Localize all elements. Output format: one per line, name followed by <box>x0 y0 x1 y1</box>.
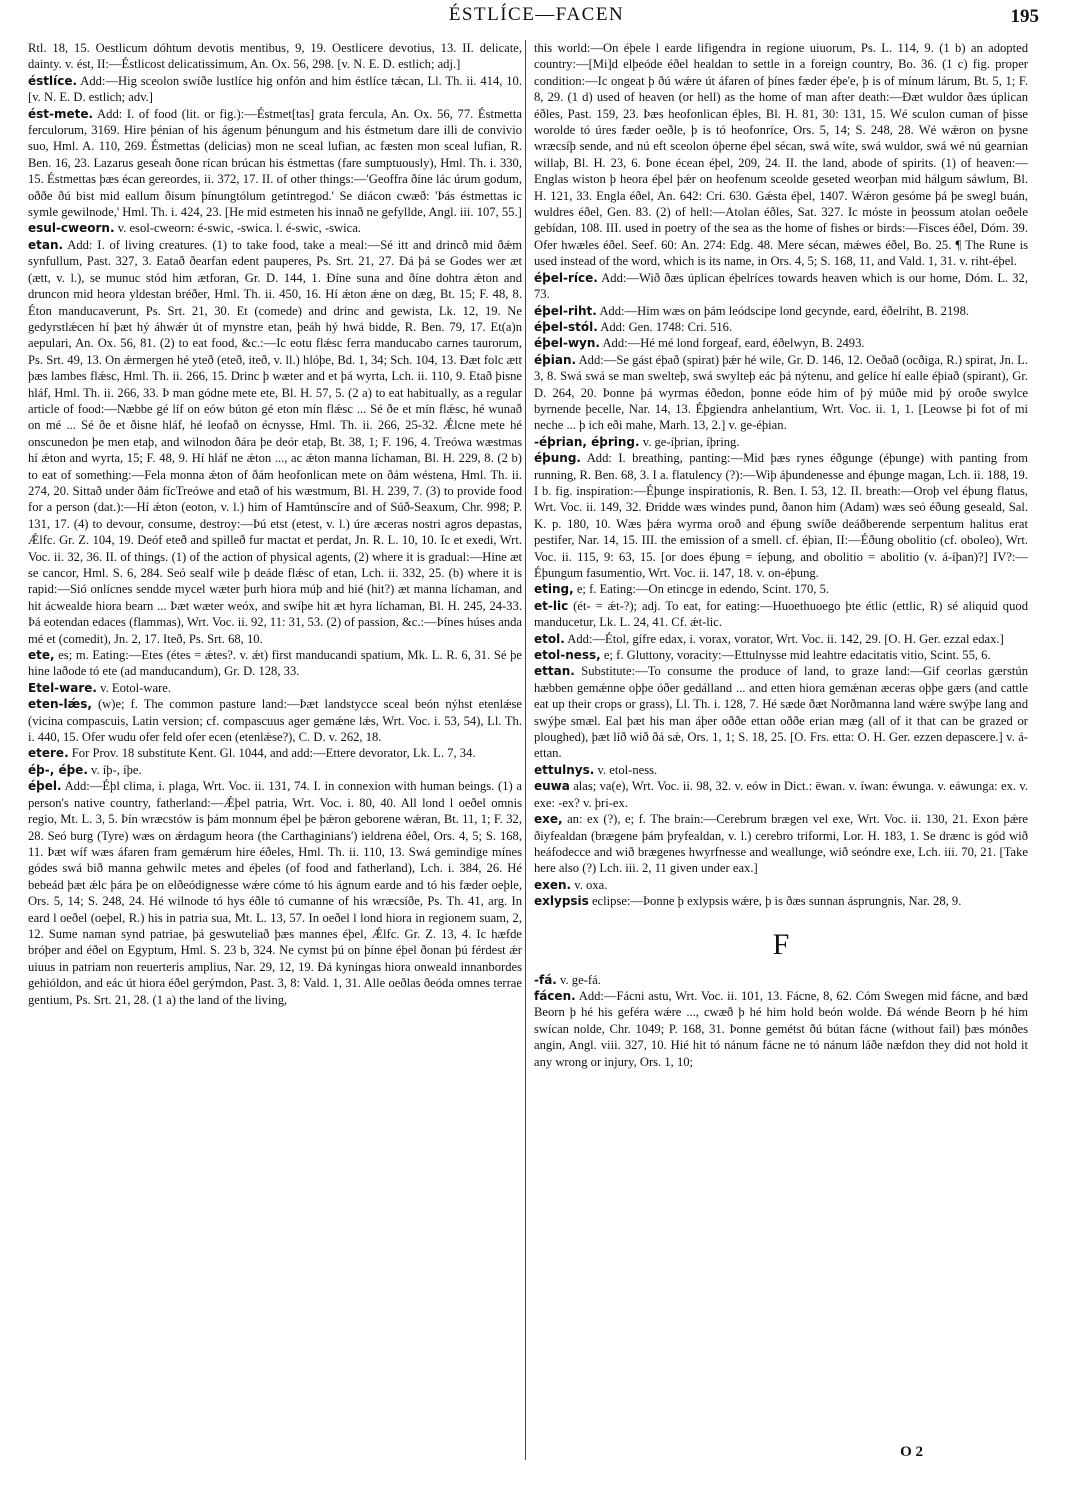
dictionary-entry <box>28 745 522 761</box>
entry-text: es; m. Eating:—Etes (étes = ǽtes?. v. ǽt) first manducandi spatium, Mk. L. R. 6, 31. Sé þe hine laðode tó ete (ad manducandum), Gr. D. 128, 33. <box>28 648 522 679</box>
column-divider <box>525 40 526 1460</box>
entry-headword: éþel-stól. <box>534 319 598 334</box>
right-column <box>534 40 1028 1070</box>
dictionary-entry <box>534 663 1028 761</box>
entry-text: alas; va(e), Wrt. Voc. ii. 98, 32. v. eów in Dict.: ēwan. v. íwan: éwunga. v. eáwunga: ex. v. exe: -ex? v. þri-ex. <box>534 779 1028 810</box>
dictionary-entry <box>534 778 1028 811</box>
dictionary-entry <box>534 270 1028 303</box>
entry-text: Add:—Wið ðæs úplican éþelríces towards heaven which is our home, Dóm. L. 32, 73. <box>534 270 1028 302</box>
entry-headword: etol-ness, <box>534 648 601 663</box>
entry-text: this world:—On éþele l earde lifigendra in regione uiuorum, Ps. L. 114, 9. (1 b) an adopted country:—[Mi]d elþeóde éðel healdan to settle in a foreign country, Bo. 36. (1 c) fig. proper condition:—Ic ongeat þ ðú wǽre út áfaren of þínes fæder éþe'e, þ is of mínum lárum, Bt. 5, 1; F. 8, 29. (1 d) used of heaven (or hell) as the home of man after death:—Ðæt wuldor ðæs úplican éðles, Past. 159, 23. Þæs heofonlican éþles, Bl. H. 81, 30: 131, 15. Wé sculon cuman of þisse worolde tó úres fæder oeðle, þ is tó heofonríce, Ors. 5, 14; S. 248, 28. Wé wǽron on þysne wræcsíþ sende, and nú eft sceolon óþerne éþel sécan, swá wíte, swá wuldor, swá wé nú gearnian willaþ, Bl. H. 23, 6. Þone écean éþel, 209, 24. II. the land, abode of spirits. (1) of heaven:—Englas wiston þ heora éþel þǽr on heofenum sceolde geseted weorþan mid hálgum sáwlum, Bl. H. 121, 33. Engla éðel, An. 642: Cri. 630. Gǽsta éþel, 1407. Wǽron gesóme þá þe swegl buán, wuldres éðel, Gen. 83. (2) of hell:—Atolan éðles, Sat. 327. Ic móste in þeossum atolan oeðele gebídan, 108. III. used in poetry of the sea as the home of fishes or birds:—Fisces éðel, Dóm. 39. Ofer hwæles éðel. Seef. 60: An. 274: Edg. 48. Mere sécan, mǽwes éðel, Bo. 25. ¶ The Rune is used instead of the word, which is its name, in Ors. 4, 5; S. 168, 11, and Vald. 1, 31. v. riht-éþel. <box>534 41 1028 269</box>
entry-headword: exen. <box>534 877 572 892</box>
dictionary-entry <box>534 581 1028 597</box>
left-column <box>28 40 522 1008</box>
entry-headword: eten-lǽs, <box>28 697 92 712</box>
entry-headword: éþian. <box>534 352 577 367</box>
dictionary-entry <box>28 237 522 647</box>
entry-text: v. etol-ness. <box>597 762 658 777</box>
entry-headword: et-lic <box>534 598 569 613</box>
entry-headword: eting, <box>534 582 574 597</box>
entry-text: Add:—Se gást éþað (spirat) þǽr hé wile, Gr. D. 146, 12. Oeðað (ocðiga, R.) spirat, Jn. L. 3, 8. Swá swá se man swelteþ, swá swylteþ eác þá nýtenu, and gelíce hí ealle éþiað (spirant), Gr. D. 264, 20. Þonne þá wyrmas éðedon, þonne eóde him of þý múðe mid þý oroðe swylce byrnende þecelle, Nar. 14, 13. Éþgiendra anhelantium, Wrt. Voc. ii. 1, 1. [Leowse þi fot of mi neche ... þ ich eði mahe, Marh. 13, 2.] v. ge-éþian. <box>534 352 1028 433</box>
dictionary-entry <box>28 106 522 221</box>
dictionary-entry <box>28 40 522 73</box>
entry-text: Add:—Étol, gífre edax, i. vorax, vorator, Wrt. Voc. ii. 142, 29. [O. H. Ger. ezzal edax.] <box>567 631 1004 646</box>
entry-text: Add:—Hé mé lond forgeaf, eard, éðelwyn, B. 2493. <box>602 336 865 351</box>
dictionary-entry <box>534 631 1028 647</box>
entry-headword: etan. <box>28 237 64 252</box>
entry-text: (ét- = ǽt-?); adj. To eat, for eating:—Huoethuoego þte étlic (ettlic, R) sé aliquid quod manducetur, Lk. L. 24, 41. Cf. ǽt-lic. <box>534 598 1028 630</box>
entry-headword: exe, <box>534 812 563 827</box>
entry-text: Add:—Hig sceolon swíðe lustlíce hig onfón and him éstlíce tǽcan, Ll. Th. ii. 414, 10. [v. N. E. D. estlich; adv.] <box>28 73 522 105</box>
entry-headword: ést-mete. <box>28 106 94 121</box>
entry-text: Add: I. of food (lit. or fig.):—Éstmet[tas] grata fercula, An. Ox. 56, 77. Éstmetta ferculorum, 3169. Hire þénian of his ágenum þénungum and his éstmetum dare illi de convivio suo, Hml. A. 110, 269. Éstmettas (delicias) mon ne sceal lufian, ac fæsten mon sceal lufian, R. Ben. 16, 23. Lazarus geseah ðone rícan brúcan his éstmettas (fare sumptuously), Hml. Th. i. 330, 15. Éstmettas þæs écan gereordes, ii. 372, 17. II. of other things:—'Geoffra ðíne lác úrum godum, oððe ðú bist mid eallum ðisum þínungtólum getintregod.' Se diácon cwæð: 'Þás éstmettas ic symle gewilnode,' Hml. Th. i. 424, 23. [He mid estmeten his innað ne gefyllde, Angl. iii. 107, 55.] <box>28 106 522 220</box>
dictionary-entry <box>534 988 1028 1070</box>
entry-text: v. ge-fá. <box>560 972 601 987</box>
signature-mark: O 2 <box>900 1444 923 1460</box>
entry-text: v. íþ-, íþe. <box>91 762 142 777</box>
dictionary-entry <box>28 647 522 680</box>
entry-headword: fácen. <box>534 988 576 1003</box>
entry-headword: ettan. <box>534 664 575 679</box>
entry-text: v. oxa. <box>574 877 608 892</box>
dictionary-entry <box>534 434 1028 450</box>
entry-headword: Etel-ware. <box>28 680 97 695</box>
entry-text: an: ex (?), e; f. The brain:—Cerebrum brægen vel exe, Wrt. Voc. ii. 130, 21. Exon þǽre ðiyfealdan (brægene þám þryfealdan, v. l.) cerebro triformi, Lor. H. 183, 1. Se drænc is gód wið heáfodecce and wið brægenes hwyrfnesse and weallunge, wið seóndre exe, Lch. iii. 70, 21. [Take here also (?) Lch. iii. 2, 11 given under eax.] <box>534 812 1029 876</box>
dictionary-entry <box>534 877 1028 893</box>
entry-text: v. esol-cweorn: é-swic, -swica. l. é-swic, -swica. <box>117 221 361 236</box>
dictionary-entry <box>534 319 1028 335</box>
entry-text: Add: Gen. 1748: Cri. 516. <box>600 319 733 334</box>
dictionary-entry <box>28 680 522 696</box>
entry-text: e; f. Gluttony, voracity:—Ettulnysse mid leahtre edacitatis vitio, Scint. 55, 6. <box>603 648 991 663</box>
dictionary-entry <box>534 352 1028 434</box>
dictionary-entry <box>534 762 1028 778</box>
entry-headword: etere. <box>28 746 69 761</box>
dictionary-entry <box>534 893 1028 909</box>
entry-headword: éþel. <box>28 779 62 794</box>
entry-headword: -fá. <box>534 972 557 987</box>
page-header <box>30 4 1043 30</box>
entry-text: v. Eotol-ware. <box>100 680 171 695</box>
dictionary-entry <box>28 220 522 236</box>
dictionary-entry <box>28 696 522 745</box>
entry-text: Add: I. of living creatures. (1) to take food, take a meal:—Sé itt and drincð mid ðǽm synfullum, Past. 327, 3. Eatað ðearfan edent pauperes, Ps. Srt. 21, 27. Ðá þá se Godes wer æt (ætt, v. l.), se munuc stód him ætforan, Gr. D. 144, 1. Ðíne suna and ðíne dohtra ǽton and druncon mid heora yldestan bréðer, Hml. Th. ii. 450, 16. Hí ǽton ǽne on dæg, Bt. 15; F. 48, 8. Éton manducaverunt, Ps. Srt. 21, 30. Et (comede) and drinc and gewista, Lk. 12, 19. Ne gedyrstlǽcen hí þæt hý áhwǽr út of mynstre etan, þeáh hý hwá bidde, R. Ben. 79, 17. Et(a)n aepulari, An. Ox. 56, 81. (2) to eat food, &c.:—Ic eotu flǽsc ferra manducabo carnes taurorum, Ps. Srt. 49, 13. On ǽrmergen hé yteð (eteð, iteð, v. ll.) hlóþe, Bd. 1, 34; Sch. 104, 13. Ðæt folc ætt þæs lambes flǽsc, Hml. Th. ii. 266, 15. Drinc þ wæter and et þá wyrta, Lch. ii. 110, 9. Etað þisne hláf, Hml. Th. ii. 266, 33. Þ man gódne mete ete, Bl. H. 57, 5. (2 a) to eat habitually, as a regular article of food:—Næbbe gé líf on eów búton gé eton mín flǽsc ... Sé ðe et mín flǽsc, hé wunað on mé ... Sé ðe et ðisne hláf, hé leofað on écnysse, Hml. Th. ii. 266, 25-32. Ǽlcne mete hé onscunedon þe men etaþ, and wilnodon ðára þe deór etaþ, Bt. 38, 1; F. 196, 4. Treówa wæstmas hí ǽton and wyrta, 15; F. 48, 9. Hí hláf ne ǽton ..., ac ǽton manna líchaman, Bl. H. 229, 8. (2 b) to eat of something:—Fela monna ǽton of ðám heofonlican mete on ðám wéstena, Hml. Th. ii. 274, 20. Sittað under ðám fícTreówe and etað of his wæstmum, Bl. H. 239, 7. (3) to provide food for a person (dat.):—Hí ǽton (eoton, v. l.) him of Hamtúnscíre and of Súð-Seaxum, Chr. 998; P. 131, 17. (4) to devour, consume, destroy:—Þú etst (etest, v. l.) úre æceras nostri agros depastas, Ǽlfc. Gr. Z. 104, 19. Deóf eteð and spilleð fur mactat et perdat, Jn. R. L. 10, 10. Ic et exedi, Wrt. Voc. ii. 32, 36. II. of things. (1) of the action of physical agents, (2) where it is gradual:—Hine æt se cancor, Hml. S. 6, 284. Seó sealf wile þ deáde flǽsc of etan, Lch. ii. 332, 25. (b) where it is rapid:—Sió onlícnes sendde mycel wæter þurh hiora múþ and hié (hit?) æt manna líchaman, and hit ácwealde hiora bearn ... Þæt wæter weóx, and swíþe hit æt hyra líchaman, Bl. H. 245, 24-33. Þá eotendan edaces (flammas), Wrt. Voc. ii. 92, 11: 31, 53. (2) of passion, &c.:—Þínes húses anda mé et (comedit), Jn. 2, 17. Iteð, Ps. Srt. 68, 10. <box>28 237 522 646</box>
dictionary-entry <box>534 450 1028 581</box>
entry-text: Add:—Éþl clima, i. plaga, Wrt. Voc. ii. 131, 74. I. in connexion with human beings. (1) a person's native country, fatherland:—Ǽþel patria, Wrt. Voc. i. 80, 40. All lond l oeðel omnis regio, Mt. L. 3, 5. Þín wræcstów is þám monnum éþel þe þǽron geborene wǽran, Bt. 11, 1; F. 32, 28. Seó burg (Tyre) wæs on ǽrdagum heora (the Carthaginians') ieldrena éðel, Ors. 4, 5; S. 168, 11. Þæt wíf wæs áfaren fram gemǽrum hire éðeles, Hml. Th. ii. 110, 13. Swá gemindige mínes gódes swá bið manna gehwilc metes and éþeles (of food and fatherland), Lch. i. 384, 26. Hé bebeád þæt ǽlc þára þe on elðeódignesse wǽre cóme tó his ágnum earde and tó his fæder oeþle, Ors. 5, 14; S. 248, 24. Hé wilnode tó hys éðle tó cumanne of his wræcsíðe, Ps. Th. 41, arg. In eard l oeðel (oeþel, R.) his in patria sua, Mt. L. 13, 57. In oeðel l lond hiora in regionem suam, 2, 12. Sume naman synd patriae, þá geswuteliað þæs mannes éþel, Ǽlfc. Gr. Z. 13, 4. Ic hæfde bróþer and éðel on Egyptum, Hml. S. 23 b, 324. Ne cymst þú on þínne éþel ðonan þú férdest ǽr uiuus in patriam non reuerteris amplius, Nar. 29, 12, 19. Ðá kyningas hiora onweald innanbordes gehióldon, and eác út hiora éðel gerýmdon, Past. 3, 8: Vald. 1, 31. Alle oeðlas ðeóda omnes terrae gentium, Ps. Srt. 21, 28. (1 a) the land of the living, <box>28 779 522 1007</box>
dictionary-entry <box>28 762 522 778</box>
entry-text: Substitute:—To consume the produce of land, to graze land:—Gif ceorlas gærstún hæbben gemǽnne oþþe óðer gedálland ... and etten hiora gemǽnan æceras oþþe gærs (and cattle eat up their crops or grass), Ll. Th. i. 128, 7. Hé sæde ðæt Norðmanna land wǽre swýþe lang and swýþe smæl. Eal þæt his man áþer oððe ettan oððe erian mæg (all of it that can be grazed or ploughed), þæt líð wið ðá sǽ, Ors. 1, 1; S. 18, 25. [O. Frs. etta: O. H. Ger. ezzen depascere.] v. á-ettan. <box>534 664 1028 761</box>
entry-text: v. ge-íþrian, íþring. <box>642 434 740 449</box>
entry-text: Add: I. breathing, panting:—Mid þæs rynes éðgunge (éþunge) with panting from running, R. Ben. 68, 3. I a. flatulency (?):—Wiþ áþundenesse and éþunge magan, Lch. ii. 188, 19. I b. fig. inspiration:—Éþunge inspirationis, R. Ben. I. 53, 12. II. breath:—Oroþ vel éþung flatus, Wrt. Voc. ii. 149, 32. Ðridde wæs windes pund, ðanon him (Adam) wæs seó éðung geseald, Sal. K. p. 180, 10. Wæs þǽra wyrma oroð and éþung swíðe deáðberende serpentum halitus erat pestifer, Nar. 14, 15. III. the emission of a smell. cf. éþian, II:—Éðung obolitio (cf. oboleo), Wrt. Voc. ii. 115, 9: 63, 15. [or does éþung = íeþung, and obolitio = abolitio (v. á-íþan)?] IV?:—Éþungum fasumentio, Wrt. Voc. ii. 147, 18. v. on-éþung. <box>534 451 1028 580</box>
page-number: 195 <box>1010 6 1039 27</box>
dictionary-entry <box>534 647 1028 663</box>
dictionary-entry <box>534 598 1028 631</box>
entry-text: Add:—Him wæs on þám leódscipe lond gecynde, eard, éðelriht, B. 2198. <box>599 303 970 318</box>
entry-headword: -éþrian, éþring. <box>534 434 640 449</box>
dictionary-entry <box>534 303 1028 319</box>
entry-headword: éþel-riht. <box>534 303 597 318</box>
entry-headword: etol. <box>534 631 565 646</box>
entry-headword: esul-cweorn. <box>28 221 115 236</box>
entry-headword: éstlíce. <box>28 73 78 88</box>
entry-headword: éþel-ríce. <box>534 270 598 285</box>
entry-headword: éþ-, éþe. <box>28 762 88 777</box>
dictionary-entry <box>534 811 1028 877</box>
entry-text: Rtl. 18, 15. Oestlicum dóhtum devotis mentibus, 9, 19. Oestlicere devotius, 13. II. delicate, dainty. v. ést, II:—Éstlicost delicatissimum, An. Ox. 56, 298. [v. N. E. D. estlich; adj.] <box>28 41 522 72</box>
entry-headword: exlypsis <box>534 894 589 909</box>
dictionary-entry <box>534 40 1028 270</box>
dictionary-entry <box>28 778 522 1008</box>
entry-text: e; f. Eating:—On etincge in edendo, Scint. 170, 5. <box>576 582 830 597</box>
entry-text: Add:—Fácni astu, Wrt. Voc. ii. 101, 13. Fácne, 8, 62. Cóm Swegen mid fácne, and bæd Beorn þ hé his geféra wǽre ..., cwæð þ hé him hold beón wolde. Ðá wénde Beorn þ hé him swícan nolde, Chr. 1049; P. 168, 31. Þonne gemétst ðú bútan fácne (without fail) þæs mónðes angin, Angl. viii. 327, 10. Hié hit tó nánum fácne ne tó nánum láðe næfdon they did not hold it any wrong or injury, Ors. 1, 10; <box>534 988 1028 1069</box>
dictionary-entry <box>28 73 522 106</box>
entry-headword: éþung. <box>534 451 581 466</box>
running-title: ÉSTLÍCE—FACEN <box>448 4 625 25</box>
entry-text: eclipse:—Þonne þ exlypsis wǽre, þ is ðæs sunnan ásprungnis, Nar. 28, 9. <box>591 894 962 909</box>
entry-text: (w)e; f. The common pasture land:—Þæt landstycce sceal beón nýhst etenlǽse (vicina compascuis, Latin version; cf. compascuus ager gemǽne lǽs, Wrt. Voc. i. 53, 54), Ll. Th. i. 440, 15. Ofer wudu ofer feld ofer ecen (etenlǽse?), C. D. v. 262, 18. <box>28 697 522 745</box>
entry-headword: ete, <box>28 648 55 663</box>
entry-headword: éþel-wyn. <box>534 336 600 351</box>
entry-headword: ettulnys. <box>534 762 595 777</box>
section-letter-heading: F <box>772 927 790 961</box>
dictionary-entry <box>534 335 1028 351</box>
entry-text: For Prov. 18 substitute Kent. Gl. 1044, and add:—Ettere devorator, Lk. L. 7, 34. <box>71 746 476 761</box>
entry-headword: euwa <box>534 779 570 794</box>
dictionary-entry <box>534 972 1028 988</box>
